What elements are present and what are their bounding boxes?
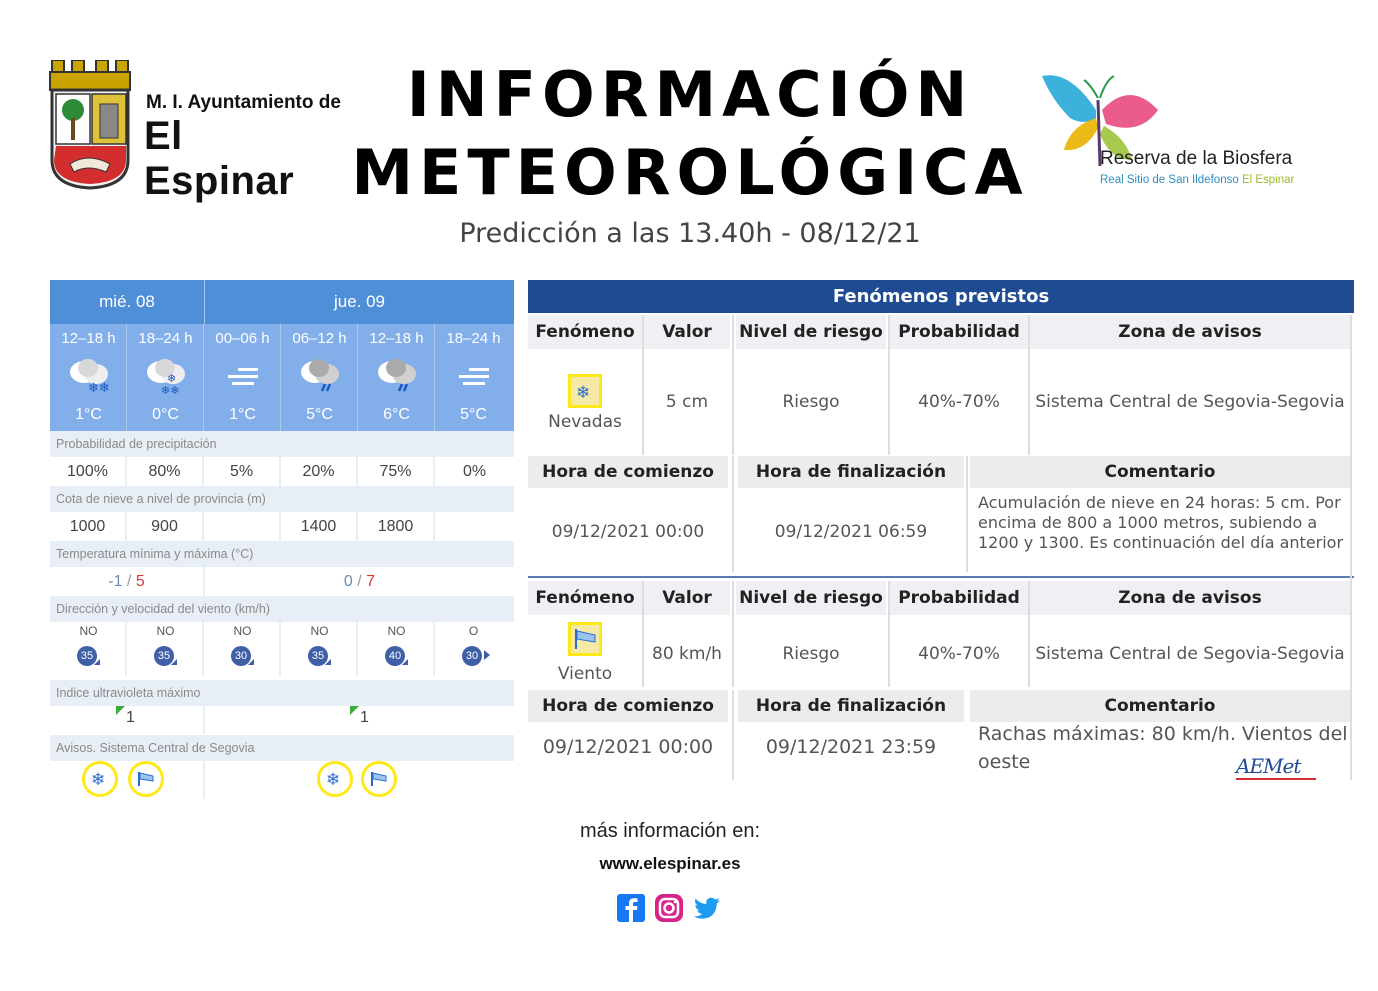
slot-temp: 1°C <box>229 406 256 423</box>
col-header-valor: Valor <box>644 315 730 349</box>
temp-max: 5 <box>135 573 145 590</box>
more-info-label: más información en: <box>579 820 761 842</box>
snow-level-row <box>50 512 514 541</box>
precip-label: Probabilidad de precipitación <box>50 431 514 457</box>
instagram-icon[interactable] <box>654 893 684 923</box>
uv-value: 1 <box>126 709 135 726</box>
wind-direction: NO <box>310 624 329 638</box>
phenomenon-cell <box>528 618 642 686</box>
phenomenon-risk: Riesgo <box>736 644 886 664</box>
forecast-table <box>50 280 514 800</box>
temp-min: 0 <box>343 573 353 590</box>
facebook-icon[interactable] <box>616 893 646 923</box>
wind-warning-icon[interactable] <box>361 761 397 797</box>
precip-value: 0% <box>462 463 487 480</box>
wind-arrow-icon <box>402 659 408 665</box>
twitter-icon[interactable] <box>692 893 722 923</box>
phenomena-title: Fenómenos previstos <box>528 280 1354 313</box>
phenomenon-probability: 40%-70% <box>890 644 1028 664</box>
wind-direction: NO <box>387 624 406 638</box>
wind-direction: NO <box>79 624 98 638</box>
page-header <box>0 0 1378 270</box>
phenomenon-risk: Riesgo <box>736 392 886 412</box>
col-header-comentario: Comentario <box>970 456 1350 488</box>
aemet-logo-underline <box>1236 778 1316 780</box>
col-header-fin: Hora de finalización <box>738 456 964 488</box>
divider <box>642 581 644 687</box>
precip-value: 20% <box>281 457 358 486</box>
temp-separator: / <box>122 573 136 590</box>
precip-value: 80% <box>127 457 204 486</box>
col-header-fin: Hora de finalización <box>738 690 964 722</box>
wind-warning-icon <box>568 622 602 656</box>
phenomenon-cell <box>528 352 642 454</box>
snow-warning-icon[interactable] <box>82 761 118 797</box>
wind-speed-badge: 30 <box>462 646 482 666</box>
warnings-label: Avisos. Sistema Central de Segovia <box>50 735 514 761</box>
col-header-nivel: Nivel de riesgo <box>736 581 886 615</box>
col-header-comentario: Comentario <box>970 690 1350 722</box>
snow-level-value: 1400 <box>281 512 358 541</box>
time-slot <box>204 324 281 434</box>
wind-arrow-icon <box>248 659 254 665</box>
rain-cloud-icon <box>374 354 420 396</box>
phenomenon-comment: Rachas máximas: 80 km/h. Vientos del oeste <box>978 723 1348 773</box>
title-line-1: INFORMACIÓN <box>406 58 974 131</box>
biosphere-subtitle <box>1100 174 1294 186</box>
col-header-nivel: Nivel de riesgo <box>736 315 886 349</box>
snow-warning-icon[interactable] <box>317 761 353 797</box>
wind-speed-badge: 40 <box>385 646 405 666</box>
day-header: mié. 08 <box>50 280 205 324</box>
phenomenon-comment: Acumulación de nieve en 24 horas: 5 cm. Por encima de 800 a 1000 metros, subiendo a 1200 y 1300. Es continuación del día anterior <box>978 493 1344 552</box>
divider <box>1028 581 1030 687</box>
phenomenon-start: 09/12/2021 00:00 <box>528 736 728 758</box>
phenomenon-value: 80 km/h <box>644 644 730 664</box>
col-header-inicio: Hora de comienzo <box>528 690 728 722</box>
wind-cell <box>50 622 127 676</box>
warnings-row <box>50 761 514 799</box>
uv-cell <box>205 706 514 734</box>
slot-temp: 6°C <box>383 406 410 423</box>
slot-temp: 5°C <box>306 406 333 423</box>
snow-level-label: Cota de nieve a nivel de provincia (m) <box>50 486 514 512</box>
snow-level-value: 900 <box>127 512 204 541</box>
divider <box>1350 315 1352 780</box>
time-slot <box>50 324 127 434</box>
phenomenon-name: Viento <box>557 664 613 684</box>
snow-level-value: 1000 <box>50 512 127 541</box>
phenomenon-probability: 40%-70% <box>890 392 1028 412</box>
col-header-probabilidad: Probabilidad <box>890 581 1028 615</box>
slot-time: 12–18 h <box>369 330 424 347</box>
rain-cloud-icon <box>297 354 343 396</box>
time-slot <box>281 324 358 434</box>
svg-text:❄❄: ❄❄ <box>88 381 110 396</box>
divider <box>642 315 644 455</box>
wind-row <box>50 622 514 676</box>
slot-temp: 5°C <box>460 406 487 423</box>
wind-cell <box>435 622 514 676</box>
social-links <box>616 893 726 925</box>
divider <box>203 761 205 799</box>
slot-time: 12–18 h <box>61 330 116 347</box>
col-header-fenomeno: Fenómeno <box>528 581 642 615</box>
time-slot <box>358 324 435 434</box>
temp-max: 7 <box>366 573 376 590</box>
wind-arrow-icon <box>171 659 177 665</box>
divider <box>888 315 890 455</box>
wind-direction: NO <box>233 624 252 638</box>
divider <box>966 456 968 572</box>
wind-cell <box>204 622 281 676</box>
page-title <box>345 56 1035 212</box>
snow-cloud-icon <box>66 354 112 396</box>
day-header-row <box>50 280 514 324</box>
svg-text:❄: ❄ <box>91 770 106 789</box>
day-header: jue. 09 <box>333 292 386 311</box>
slot-time: 00–06 h <box>215 330 270 347</box>
phenomenon-zone: Sistema Central de Segovia-Segovia <box>1030 392 1350 412</box>
slot-temp: 0°C <box>152 406 179 423</box>
precip-row <box>50 457 514 486</box>
snow-level-value <box>204 512 281 541</box>
wind-arrow-icon <box>325 659 331 665</box>
temp-separator: / <box>352 573 367 590</box>
phenomenon-value: 5 cm <box>644 392 730 412</box>
divider <box>528 576 1354 578</box>
time-slot <box>127 324 204 434</box>
temp-min: -1 <box>108 573 123 590</box>
time-slot <box>435 324 514 434</box>
fog-icon <box>220 354 266 396</box>
svg-text:❄❄: ❄❄ <box>161 384 180 396</box>
slot-time: 18–24 h <box>138 330 193 347</box>
divider <box>888 581 890 687</box>
divider <box>1028 315 1030 455</box>
divider <box>732 690 734 780</box>
phenomenon-zone: Sistema Central de Segovia-Segovia <box>1030 644 1350 664</box>
phenomenon-name: Nevadas <box>548 412 622 432</box>
org-name: El Espinar <box>144 114 295 203</box>
wind-speed-badge: 35 <box>77 646 97 666</box>
snow-warning-icon <box>568 374 602 408</box>
divider <box>732 581 734 687</box>
col-header-probabilidad: Probabilidad <box>890 315 1028 349</box>
title-line-2: METEOROLÓGICA <box>351 136 1029 209</box>
biosphere-sub-part2: El Espinar <box>1241 174 1295 186</box>
col-header-zona: Zona de avisos <box>1030 315 1350 349</box>
wind-direction: O <box>468 624 479 638</box>
snow-level-value: 1800 <box>358 512 435 541</box>
svg-text:❄: ❄ <box>576 383 591 403</box>
phenomenon-start: 09/12/2021 00:00 <box>528 522 728 542</box>
phenomenon-end: 09/12/2021 23:59 <box>738 736 964 758</box>
phenomenon-end: 09/12/2021 06:59 <box>738 522 964 542</box>
precip-value: 100% <box>50 457 127 486</box>
uv-cell <box>50 706 205 734</box>
biosphere-sub-part1: Real Sitio de San Ildefonso <box>1100 174 1239 186</box>
prediction-subtitle: Predicción a las 13.40h - 08/12/21 <box>459 218 921 249</box>
wind-arrow-icon <box>94 659 100 665</box>
wind-cell <box>281 622 358 676</box>
temp-min-max <box>205 567 514 596</box>
precip-value: 5% <box>204 457 281 486</box>
org-subtitle: M. I. Ayuntamiento de <box>146 92 341 113</box>
phenomena-panel <box>528 280 1354 780</box>
slot-temp: 1°C <box>75 406 102 423</box>
col-header-valor: Valor <box>644 581 730 615</box>
wind-cell <box>358 622 435 676</box>
slot-time: 06–12 h <box>292 330 347 347</box>
slot-time: 18–24 h <box>446 330 501 347</box>
aemet-logo <box>1236 754 1320 784</box>
time-slots-row <box>50 324 514 434</box>
temp-min-max <box>50 567 205 596</box>
snow-cloud-icon <box>143 354 189 396</box>
aemet-logo-text: AEMet <box>1236 754 1301 778</box>
col-header-zona: Zona de avisos <box>1030 581 1350 615</box>
uv-value: 1 <box>360 709 369 726</box>
svg-text:❄: ❄ <box>326 770 341 789</box>
wind-arrow-icon <box>484 650 490 660</box>
wind-cell <box>127 622 204 676</box>
precip-value: 75% <box>358 457 435 486</box>
uv-flag-icon <box>350 706 359 715</box>
website-link[interactable]: www.elespinar.es <box>599 854 741 873</box>
biosphere-logo <box>1040 70 1310 195</box>
fog-icon <box>451 354 497 396</box>
wind-speed-badge: 35 <box>308 646 328 666</box>
wind-speed-badge: 30 <box>231 646 251 666</box>
wind-label: Dirección y velocidad del viento (km/h) <box>50 596 514 622</box>
coat-of-arms-icon <box>48 60 132 190</box>
col-header-fenomeno: Fenómeno <box>528 315 642 349</box>
uv-label: Indice ultravioleta máximo <box>50 680 514 706</box>
wind-warning-icon[interactable] <box>128 761 164 797</box>
biosphere-name: Reserva de la Biosfera <box>1100 148 1293 169</box>
wind-direction: NO <box>156 624 175 638</box>
divider <box>732 456 734 572</box>
divider <box>732 315 734 455</box>
temp-row <box>50 567 514 596</box>
uv-flag-icon <box>116 706 125 715</box>
uv-row <box>50 706 514 734</box>
svg-text:❄: ❄ <box>167 372 177 385</box>
snow-level-value <box>435 512 514 541</box>
wind-speed-badge: 35 <box>154 646 174 666</box>
temp-label: Temperatura mínima y máxima (°C) <box>50 541 514 567</box>
col-header-inicio: Hora de comienzo <box>528 456 728 488</box>
ayuntamiento-logo <box>44 58 344 203</box>
